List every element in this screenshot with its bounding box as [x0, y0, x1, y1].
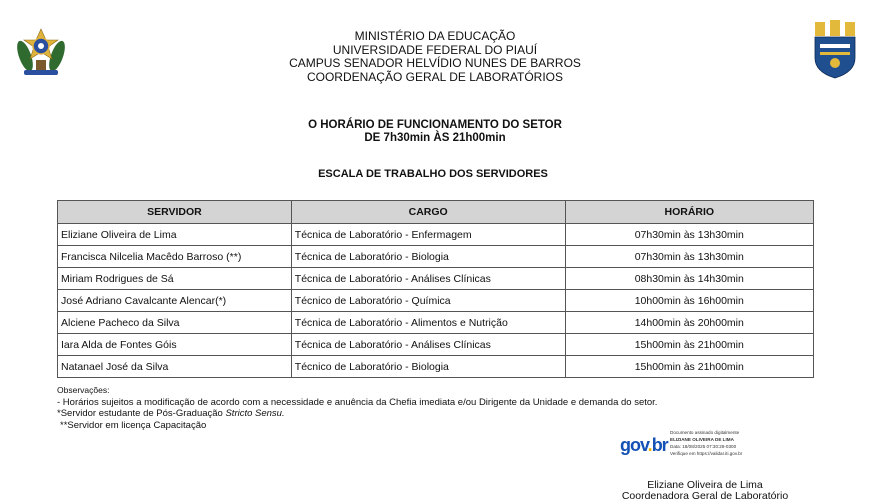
cell-servidor: Miriam Rodrigues de Sá [58, 268, 292, 290]
cell-cargo: Técnico de Laboratório - Biologia [291, 356, 565, 378]
observation-line-schedule-changes: - Horários sujeitos a modificação de acordo com a necessidade e anuência da Chefia imediata e/ou Dirigente da Unidade e demanda do setor. [57, 396, 658, 408]
govbr-digital-signature-stamp [620, 427, 780, 467]
observations [57, 385, 657, 431]
institution-header [0, 30, 870, 84]
cell-horario: 14h00min às 20h00min [565, 312, 813, 334]
govbr-logo: gov.br [620, 435, 668, 455]
header-line-coordination: COORDENAÇÃO GERAL DE LABORATÓRIOS [306, 69, 564, 84]
cell-servidor: Francisca Nilcelia Macêdo Barroso (**) [58, 246, 292, 268]
operating-hours-line1: O HORÁRIO DE FUNCIONAMENTO DO SETOR [308, 119, 562, 131]
table-row [58, 224, 814, 246]
column-header-horario: HORÁRIO [565, 201, 813, 224]
observation-line-leave: **Servidor em licença Capacitação [60, 419, 207, 431]
cell-cargo: Técnica de Laboratório - Análises Clínicas [291, 268, 565, 290]
cell-cargo: Técnica de Laboratório - Alimentos e Nutrição [291, 312, 565, 334]
signatory-role: Coordenadora Geral de Laboratório [621, 490, 789, 502]
cell-cargo: Técnica de Laboratório - Análises Clínicas [291, 334, 565, 356]
cell-cargo: Técnico de Laboratório - Química [291, 290, 565, 312]
operating-hours-line2: DE 7h30min ÀS 21h00min [364, 132, 506, 144]
cell-horario: 08h30min às 14h30min [565, 268, 813, 290]
signature-block [610, 480, 800, 502]
cell-horario: 15h00min às 21h00min [565, 356, 813, 378]
cell-cargo: Técnica de Laboratório - Biologia [291, 246, 565, 268]
header-line-campus: CAMPUS SENADOR HELVÍDIO NUNES DE BARROS [289, 56, 581, 70]
cell-servidor: Natanael José da Silva [58, 356, 292, 378]
observations-title: Observações: [57, 385, 110, 395]
govbr-signed-label: Documento assinado digitalmente [670, 430, 740, 435]
observation-line-graduate-student [57, 408, 657, 420]
cell-horario: 07h30min às 13h30min [565, 224, 813, 246]
table-row [58, 290, 814, 312]
cell-servidor: José Adriano Cavalcante Alencar(*) [58, 290, 292, 312]
column-header-servidor: SERVIDOR [58, 201, 292, 224]
cell-servidor: Eliziane Oliveira de Lima [58, 224, 292, 246]
table-row [58, 334, 814, 356]
observation-graduate-prefix: *Servidor estudante de Pós-Graduação [57, 408, 226, 419]
schedule-title: ESCALA DE TRABALHO DOS SERVIDORES [318, 168, 548, 180]
govbr-signature-date: Data: 18/08/2025 07:30:28-0300 [670, 444, 737, 449]
cell-cargo: Técnica de Laboratório - Enfermagem [291, 224, 565, 246]
cell-servidor: Iara Alda de Fontes Góis [58, 334, 292, 356]
cell-servidor: Alciene Pacheco da Silva [58, 312, 292, 334]
operating-hours-title [0, 119, 870, 145]
observation-graduate-italic: Stricto Sensu. [225, 408, 285, 419]
column-header-cargo: CARGO [291, 201, 565, 224]
govbr-signer-name: ELIZIANE OLIVEIRA DE LIMA [670, 437, 734, 442]
govbr-verify-link[interactable]: Verifique em https://validar.iti.gov.br [670, 451, 743, 456]
signatory-name: Eliziane Oliveira de Lima [647, 479, 763, 491]
cell-horario: 07h30min às 13h30min [565, 246, 813, 268]
cell-horario: 15h00min às 21h00min [565, 334, 813, 356]
table-row [58, 356, 814, 378]
staff-schedule-table [57, 200, 814, 378]
header-line-ministry: MINISTÉRIO DA EDUCAÇÃO [354, 29, 516, 43]
table-row [58, 268, 814, 290]
table-header-row [58, 201, 814, 224]
table-row [58, 312, 814, 334]
cell-horario: 10h00min às 16h00min [565, 290, 813, 312]
header-line-university: UNIVERSIDADE FEDERAL DO PIAUÍ [332, 42, 538, 57]
govbr-signature-details [670, 429, 742, 457]
table-row [58, 246, 814, 268]
